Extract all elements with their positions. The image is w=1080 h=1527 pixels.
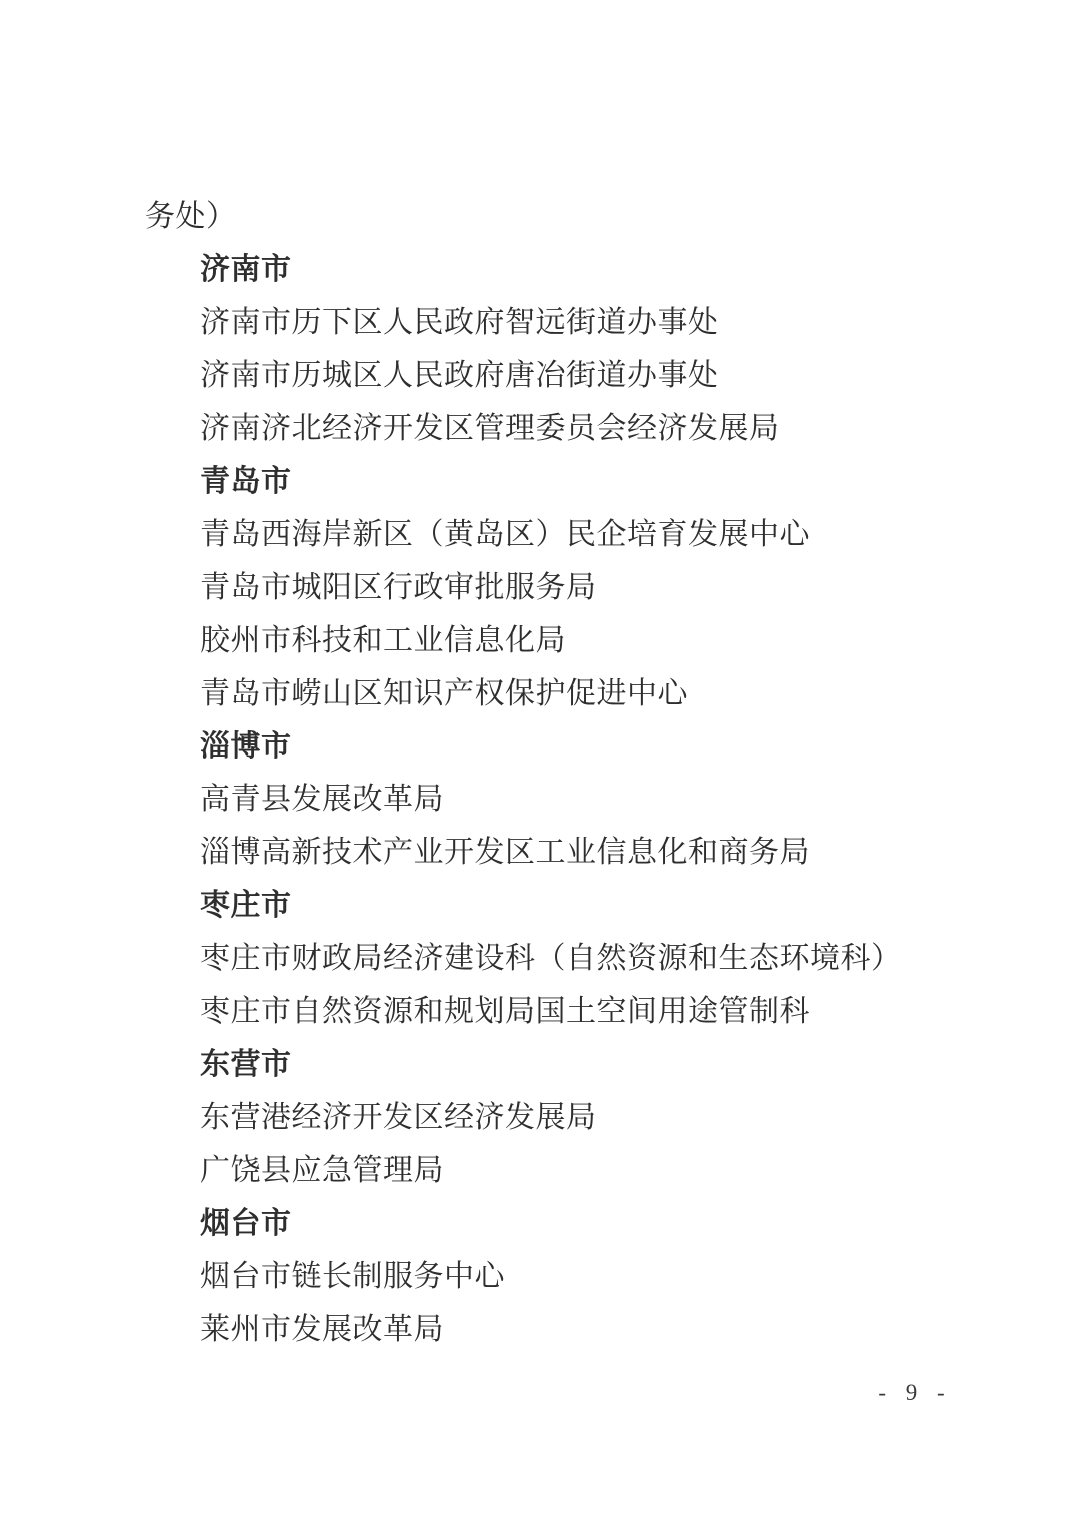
org-entry: 青岛西海岸新区（黄岛区）民企培育发展中心 [200,518,810,551]
city-sections [145,243,1020,1356]
org-entry: 济南济北经济开发区管理委员会经济发展局 [200,412,780,445]
city-header: 青岛市 [200,465,292,498]
org-entry: 胶州市科技和工业信息化局 [200,624,566,657]
org-entry: 济南市历城区人民政府唐冶街道办事处 [200,359,719,392]
continuation-text: 务处） [145,200,237,233]
city-header: 烟台市 [200,1207,292,1240]
org-entry: 枣庄市财政局经济建设科（自然资源和生态环境科） [200,942,902,975]
org-entry: 高青县发展改革局 [200,783,444,816]
city-header: 淄博市 [200,730,292,763]
org-entry: 淄博高新技术产业开发区工业信息化和商务局 [200,836,810,869]
city-header: 济南市 [200,253,292,286]
document-body [145,190,1020,1356]
org-entry: 枣庄市自然资源和规划局国土空间用途管制科 [200,995,810,1028]
org-entry: 广饶县应急管理局 [200,1154,444,1187]
page-number: - 9 - [878,1380,952,1405]
org-entry: 济南市历下区人民政府智远街道办事处 [200,306,719,339]
org-entry: 东营港经济开发区经济发展局 [200,1101,597,1134]
city-header: 东营市 [200,1048,292,1081]
org-entry: 青岛市崂山区知识产权保护促进中心 [200,677,688,710]
org-entry: 烟台市链长制服务中心 [200,1260,505,1293]
org-entry: 莱州市发展改革局 [200,1313,444,1346]
city-header: 枣庄市 [200,889,292,922]
org-entry: 青岛市城阳区行政审批服务局 [200,571,597,604]
